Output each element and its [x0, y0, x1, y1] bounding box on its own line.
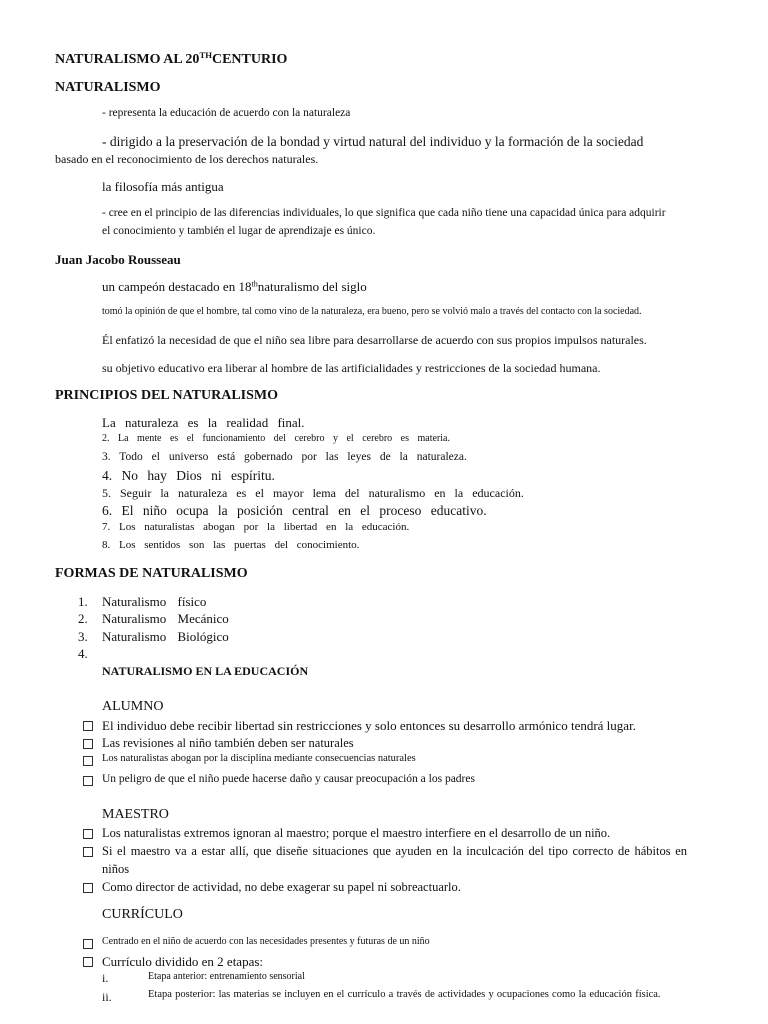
bullet-box-icon — [83, 957, 93, 967]
bullet-box-icon — [83, 721, 93, 731]
bullet-box-icon — [83, 739, 93, 749]
bullet-item: Currículo dividido en 2 etapas: — [102, 954, 264, 969]
principle-item: 2. La mente es el funcionamiento del cerebro y el cerebro es materia. — [102, 433, 450, 444]
section-heading-principios: PRINCIPIOS DEL NATURALISMO — [55, 388, 278, 403]
list-number: 2. — [78, 611, 88, 626]
stage-item: Etapa posterior: las materias se incluyen en el currículo a través de actividades y ocupaciones como la educación física. — [148, 989, 661, 1000]
bullet-box-icon — [83, 829, 93, 839]
stage-number: ii. — [102, 990, 112, 1004]
section-heading-formas: FORMAS DE NATURALISMO — [55, 566, 248, 581]
bullet-box-icon — [83, 756, 93, 766]
sub-heading-educacion: NATURALISMO EN LA EDUCACIÓN — [102, 664, 309, 678]
bullet-item-continuation: niños — [102, 862, 130, 876]
paragraph: Él enfatizó la necesidad de que el niño sea libre para desarrollarse de acuerdo con sus propios impulsos naturales. — [102, 333, 647, 347]
paragraph: basado en el reconocimiento de los derechos naturales. — [55, 152, 319, 166]
paragraph: - dirigido a la preservación de la bondad y virtud natural del individuo y la formación de la sociedad — [102, 134, 644, 149]
principle-item: 5. Seguir la naturaleza es el mayor lema del naturalismo en la educación. — [102, 486, 524, 500]
bullet-item: Si el maestro va a estar allí, que diseñe situaciones que ayuden en la inculcación del tipo correcto de hábitos en — [102, 844, 688, 858]
list-number: 3. — [78, 629, 88, 644]
bullet-box-icon — [83, 776, 93, 786]
bullet-item: Centrado en el niño de acuerdo con las necesidades presentes y futuras de un niño — [102, 936, 430, 947]
list-item: Naturalismo físico — [102, 594, 207, 609]
bullet-box-icon — [83, 883, 93, 893]
bullet-item: Un peligro de que el niño puede hacerse daño y causar preocupación a los padres — [102, 773, 475, 785]
bullet-item: Las revisiones al niño también deben ser naturales — [102, 736, 354, 750]
paragraph: su objetivo educativo era liberar al hombre de las artificialidades y restricciones de la sociedad humana. — [102, 361, 601, 375]
principle-item: 8. Los sentidos son las puertas del conocimiento. — [102, 539, 360, 551]
list-item: Naturalismo Biológico — [102, 629, 229, 644]
bullet-box-icon — [83, 847, 93, 857]
principle-item: 6. El niño ocupa la posición central en el proceso educativo. — [102, 503, 487, 518]
principle-item: 4. No hay Dios ni espíritu. — [102, 468, 275, 483]
list-item: Naturalismo Mecánico — [102, 611, 229, 626]
list-number: 1. — [78, 594, 88, 609]
paragraph: la filosofía más antigua — [102, 179, 224, 194]
bullet-item: El individuo debe recibir libertad sin restricciones y solo entonces su desarrollo armónico tendrá lugar. — [102, 718, 636, 733]
paragraph: - cree en el principio de las diferencias individuales, lo que significa que cada niño tiene una capacidad única para adquirir — [102, 207, 666, 219]
paragraph: un campeón destacado en 18thnaturalismo del siglo — [102, 279, 367, 294]
stage-number: i. — [102, 971, 109, 985]
section-heading-rousseau: Juan Jacobo Rousseau — [55, 252, 181, 267]
principle-item: 7. Los naturalistas abogan por la libertad en la educación. — [102, 521, 410, 533]
section-heading-naturalismo: NATURALISMO — [55, 80, 161, 95]
list-number: 4. — [78, 646, 88, 661]
bullet-item: Como director de actividad, no debe exagerar su papel ni sobreactuarlo. — [102, 880, 461, 894]
paragraph: tomó la opinión de que el hombre, tal como vino de la naturaleza, era bueno, pero se volvió malo a través del contacto con la sociedad. — [102, 306, 642, 317]
bullet-box-icon — [83, 939, 93, 949]
sub-heading-alumno: ALUMNO — [102, 699, 164, 714]
paragraph: el conocimiento y también el lugar de aprendizaje es único. — [102, 225, 376, 237]
principle-item: La naturaleza es la realidad final. — [102, 415, 305, 430]
document-title: NATURALISMO AL 20THCENTURIO — [55, 50, 288, 67]
principle-item: 3. Todo el universo está gobernado por las leyes de la naturaleza. — [102, 451, 467, 463]
bullet-item: Los naturalistas abogan por la disciplina mediante consecuencias naturales — [102, 753, 416, 764]
bullet-item: Los naturalistas extremos ignoran al maestro; porque el maestro interfiere en el desarrollo de un niño. — [102, 826, 611, 840]
paragraph: - representa la educación de acuerdo con la naturaleza — [102, 107, 351, 119]
sub-heading-maestro: MAESTRO — [102, 807, 169, 822]
stage-item: Etapa anterior: entrenamiento sensorial — [148, 971, 305, 982]
sub-heading-curriculo: CURRÍCULO — [102, 907, 183, 922]
